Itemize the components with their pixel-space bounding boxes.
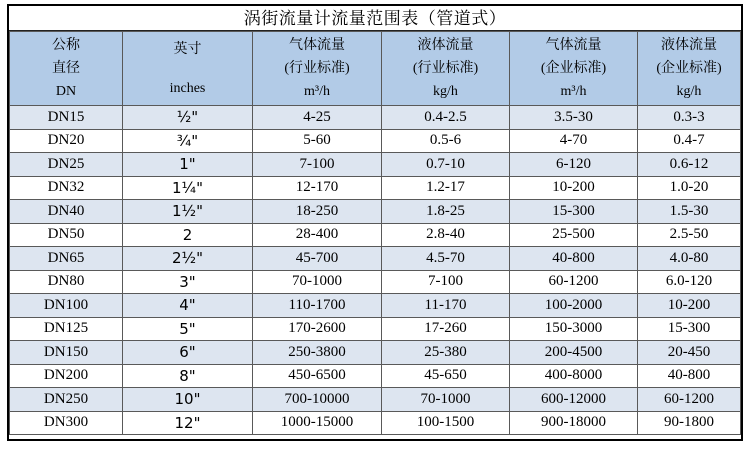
cell-dn: DN15 bbox=[10, 106, 123, 130]
cell-gas-industry: 170-2600 bbox=[253, 317, 382, 341]
table-row-dn65 bbox=[10, 247, 741, 271]
cell-inches: 1" bbox=[123, 153, 253, 177]
table-header bbox=[10, 32, 741, 106]
cell-liquid-industry: 25-380 bbox=[382, 341, 510, 365]
cell-gas-industry: 45-700 bbox=[253, 247, 382, 271]
cell-gas-enterprise: 25-500 bbox=[510, 223, 638, 247]
header-line: DN bbox=[55, 84, 77, 99]
table-row-dn25 bbox=[10, 153, 741, 177]
cell-gas-industry: 250-3800 bbox=[253, 341, 382, 365]
cell-inches: 4" bbox=[123, 294, 253, 318]
cell-liquid-industry: 0.7-10 bbox=[382, 153, 510, 177]
cell-gas-industry: 1000-15000 bbox=[253, 411, 382, 435]
header-line: (行业标准) bbox=[412, 61, 479, 76]
table-row-dn15 bbox=[10, 106, 741, 130]
column-header-inches bbox=[123, 32, 253, 106]
cell-dn: DN20 bbox=[10, 129, 123, 153]
cell-gas-enterprise: 200-4500 bbox=[510, 341, 638, 365]
cell-liquid-enterprise: 40-800 bbox=[638, 364, 741, 388]
cell-liquid-enterprise: 60-1200 bbox=[638, 388, 741, 412]
column-header-gas-industry bbox=[253, 32, 382, 106]
table-row-dn125 bbox=[10, 317, 741, 341]
table-row-dn20 bbox=[10, 129, 741, 153]
table-row-dn200 bbox=[10, 364, 741, 388]
table-row-dn50 bbox=[10, 223, 741, 247]
cell-inches: ¾" bbox=[123, 129, 253, 153]
cell-inches: 2 bbox=[123, 223, 253, 247]
cell-liquid-enterprise: 90-1800 bbox=[638, 411, 741, 435]
cell-gas-enterprise: 60-1200 bbox=[510, 270, 638, 294]
cell-dn: DN80 bbox=[10, 270, 123, 294]
cell-dn: DN250 bbox=[10, 388, 123, 412]
cell-dn: DN300 bbox=[10, 411, 123, 435]
header-line: kg/h bbox=[433, 84, 458, 99]
header-line: 英寸 bbox=[173, 41, 202, 57]
cell-gas-industry: 5-60 bbox=[253, 129, 382, 153]
table-row-dn100 bbox=[10, 294, 741, 318]
flow-range-table bbox=[9, 31, 741, 435]
table-row-dn40 bbox=[10, 200, 741, 224]
cell-dn: DN125 bbox=[10, 317, 123, 341]
cell-liquid-enterprise: 1.0-20 bbox=[638, 176, 741, 200]
cell-inches: 1¼" bbox=[123, 176, 253, 200]
cell-gas-enterprise: 900-18000 bbox=[510, 411, 638, 435]
header-line: inches bbox=[169, 80, 206, 96]
cell-liquid-industry: 1.8-25 bbox=[382, 200, 510, 224]
cell-liquid-industry: 11-170 bbox=[382, 294, 510, 318]
table-row-dn250 bbox=[10, 388, 741, 412]
cell-dn: DN65 bbox=[10, 247, 123, 271]
cell-gas-industry: 700-10000 bbox=[253, 388, 382, 412]
cell-inches: 12" bbox=[123, 411, 253, 435]
cell-inches: 3" bbox=[123, 270, 253, 294]
cell-dn: DN32 bbox=[10, 176, 123, 200]
cell-liquid-industry: 17-260 bbox=[382, 317, 510, 341]
cell-gas-industry: 18-250 bbox=[253, 200, 382, 224]
table-row-dn32 bbox=[10, 176, 741, 200]
cell-liquid-industry: 1.2-17 bbox=[382, 176, 510, 200]
header-line: 液体流量 bbox=[661, 38, 717, 53]
header-line: 直径 bbox=[52, 61, 80, 76]
table-row-dn80 bbox=[10, 270, 741, 294]
cell-dn: DN25 bbox=[10, 153, 123, 177]
column-header-liquid-industry bbox=[382, 32, 510, 106]
cell-liquid-enterprise: 0.3-3 bbox=[638, 106, 741, 130]
cell-liquid-enterprise: 2.5-50 bbox=[638, 223, 741, 247]
cell-inches: 5" bbox=[123, 317, 253, 341]
cell-liquid-industry: 7-100 bbox=[382, 270, 510, 294]
cell-liquid-enterprise: 6.0-120 bbox=[638, 270, 741, 294]
cell-inches: 10" bbox=[123, 388, 253, 412]
cell-gas-enterprise: 15-300 bbox=[510, 200, 638, 224]
cell-inches: ½" bbox=[123, 106, 253, 130]
header-line: (企业标准) bbox=[656, 61, 722, 76]
cell-liquid-industry: 0.5-6 bbox=[382, 129, 510, 153]
cell-liquid-enterprise: 10-200 bbox=[638, 294, 741, 318]
cell-liquid-enterprise: 0.4-7 bbox=[638, 129, 741, 153]
cell-liquid-enterprise: 1.5-30 bbox=[638, 200, 741, 224]
header-line: (行业标准) bbox=[284, 61, 350, 76]
column-header-liquid-enterprise bbox=[638, 32, 741, 106]
cell-dn: DN200 bbox=[10, 364, 123, 388]
cell-gas-enterprise: 6-120 bbox=[510, 153, 638, 177]
header-line: 气体流量 bbox=[545, 38, 602, 53]
cell-dn: DN50 bbox=[10, 223, 123, 247]
cell-inches: 6" bbox=[123, 341, 253, 365]
cell-liquid-industry: 2.8-40 bbox=[382, 223, 510, 247]
table-row-dn150 bbox=[10, 341, 741, 365]
cell-inches: 1½" bbox=[123, 200, 253, 224]
cell-dn: DN40 bbox=[10, 200, 123, 224]
column-header-gas-enterprise bbox=[510, 32, 638, 106]
cell-gas-enterprise: 150-3000 bbox=[510, 317, 638, 341]
header-line: (企业标准) bbox=[540, 61, 607, 76]
cell-gas-enterprise: 3.5-30 bbox=[510, 106, 638, 130]
header-line: 液体流量 bbox=[417, 38, 474, 53]
cell-gas-industry: 110-1700 bbox=[253, 294, 382, 318]
cell-gas-enterprise: 100-2000 bbox=[510, 294, 638, 318]
header-line: 公称 bbox=[52, 38, 80, 53]
cell-gas-industry: 4-25 bbox=[253, 106, 382, 130]
cell-gas-industry: 450-6500 bbox=[253, 364, 382, 388]
cell-gas-enterprise: 400-8000 bbox=[510, 364, 638, 388]
cell-liquid-industry: 70-1000 bbox=[382, 388, 510, 412]
cell-gas-industry: 7-100 bbox=[253, 153, 382, 177]
table-row-dn300 bbox=[10, 411, 741, 435]
cell-gas-industry: 70-1000 bbox=[253, 270, 382, 294]
cell-liquid-industry: 45-650 bbox=[382, 364, 510, 388]
cell-liquid-enterprise: 4.0-80 bbox=[638, 247, 741, 271]
column-header-dn bbox=[10, 32, 123, 106]
cell-gas-industry: 12-170 bbox=[253, 176, 382, 200]
cell-inches: 2½" bbox=[123, 247, 253, 271]
header-row bbox=[10, 32, 741, 106]
header-line: 气体流量 bbox=[289, 38, 345, 53]
header-line: kg/h bbox=[676, 84, 702, 99]
cell-gas-enterprise: 10-200 bbox=[510, 176, 638, 200]
cell-inches: 8" bbox=[123, 364, 253, 388]
cell-gas-enterprise: 600-12000 bbox=[510, 388, 638, 412]
cell-liquid-enterprise: 20-450 bbox=[638, 341, 741, 365]
cell-gas-industry: 28-400 bbox=[253, 223, 382, 247]
cell-liquid-industry: 100-1500 bbox=[382, 411, 510, 435]
table-title: 涡街流量计流量范围表（管道式） bbox=[9, 6, 741, 31]
table-body bbox=[10, 106, 741, 435]
cell-gas-enterprise: 4-70 bbox=[510, 129, 638, 153]
header-line: m³/h bbox=[304, 84, 330, 99]
cell-liquid-industry: 4.5-70 bbox=[382, 247, 510, 271]
cell-dn: DN100 bbox=[10, 294, 123, 318]
header-line: m³/h bbox=[560, 84, 587, 99]
cell-liquid-enterprise: 15-300 bbox=[638, 317, 741, 341]
cell-gas-enterprise: 40-800 bbox=[510, 247, 638, 271]
cell-dn: DN150 bbox=[10, 341, 123, 365]
cell-liquid-industry: 0.4-2.5 bbox=[382, 106, 510, 130]
cell-liquid-enterprise: 0.6-12 bbox=[638, 153, 741, 177]
flow-range-table-frame bbox=[7, 4, 743, 441]
